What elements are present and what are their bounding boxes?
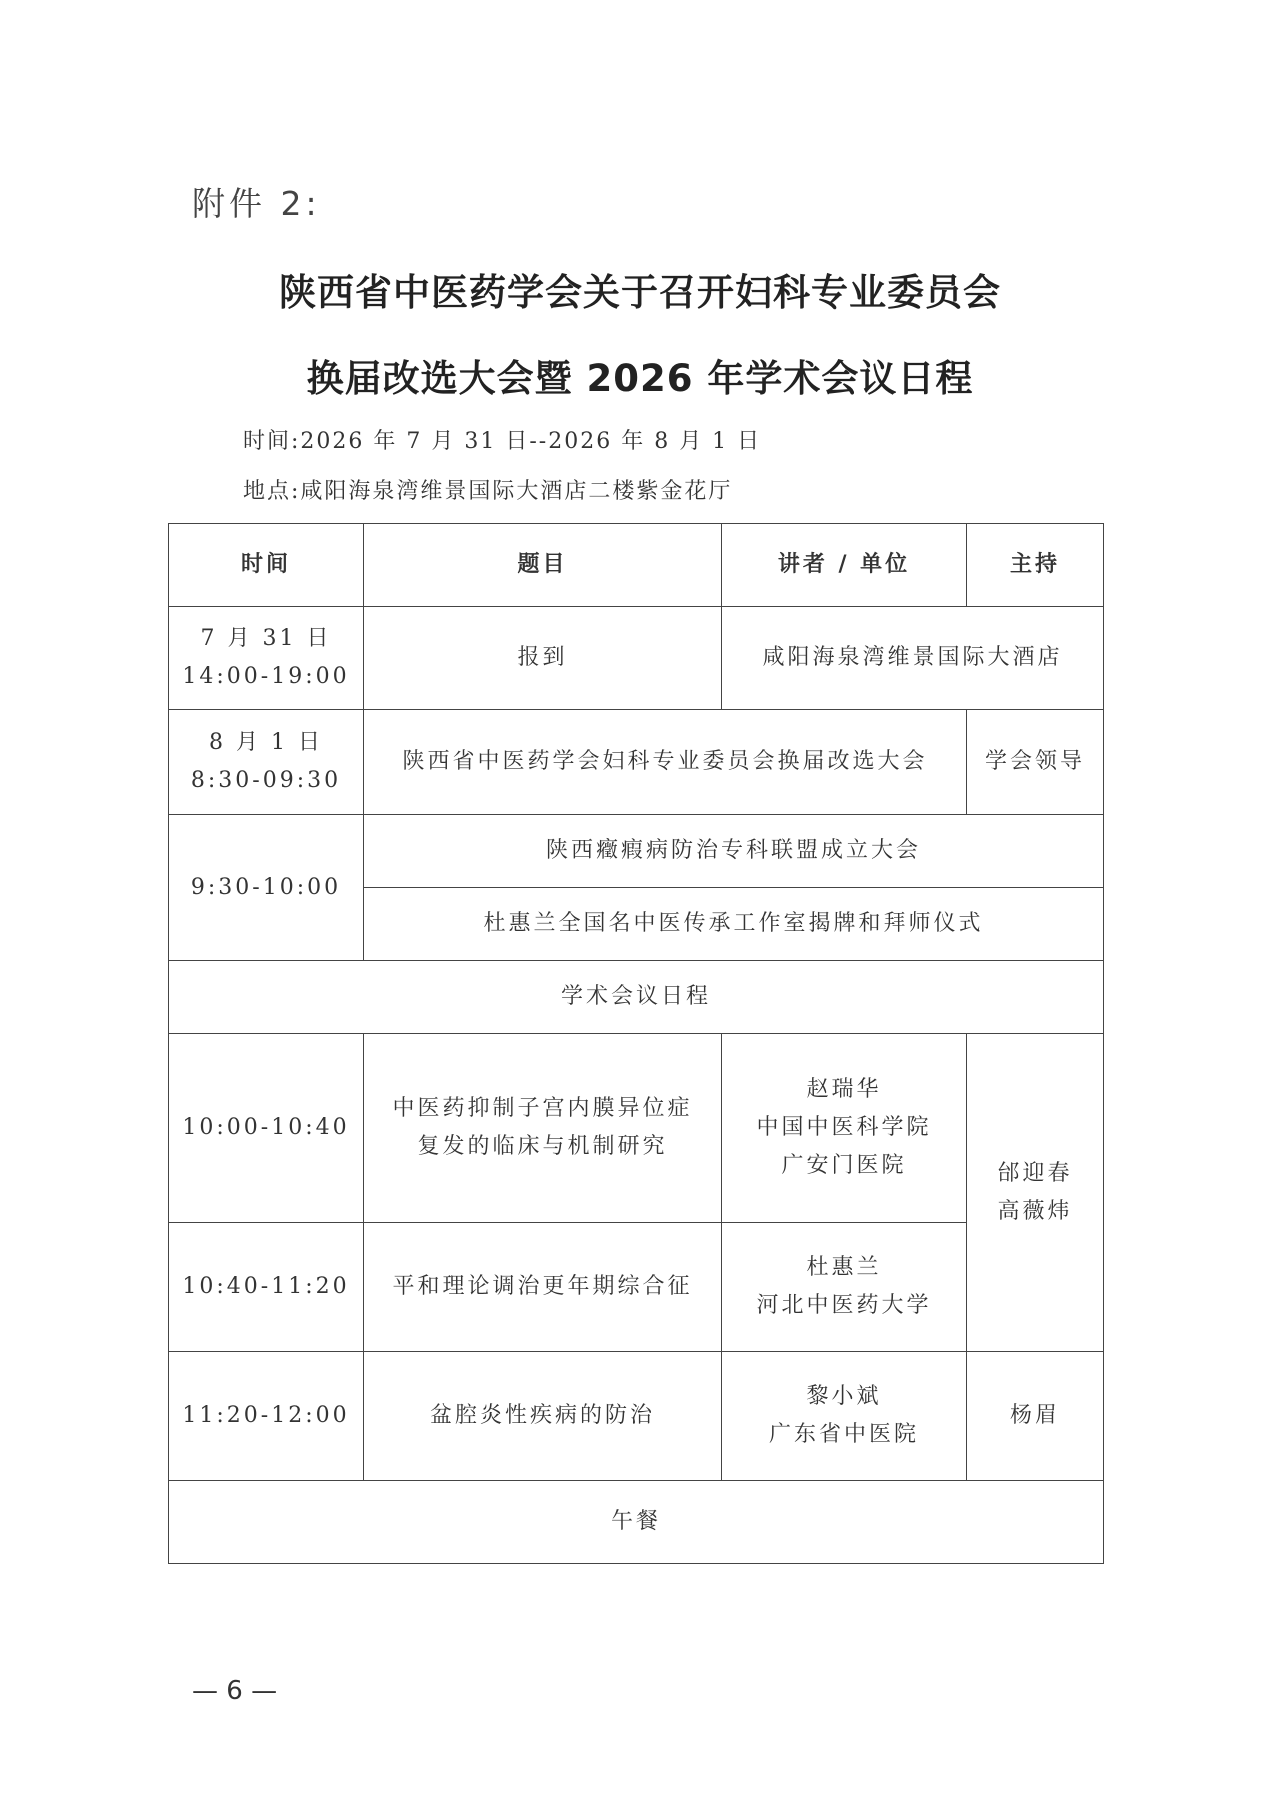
table-row (169, 607, 1104, 710)
table-row (169, 1223, 1104, 1352)
talk1-topic-line2: 复发的临床与机制研究 (417, 1134, 668, 1159)
checkin-time (169, 607, 364, 710)
talk3-host: 杨眉 (967, 1352, 1104, 1481)
talk3-unit: 广东省中医院 (768, 1422, 919, 1447)
checkin-topic: 报到 (364, 607, 722, 710)
ceremony-item2: 杜惠兰全国名中医传承工作室揭牌和拜师仪式 (364, 888, 1104, 961)
table-row (169, 1352, 1104, 1481)
talk3-speaker: 黎小斌 (806, 1384, 882, 1409)
header-topic: 题目 (364, 524, 722, 607)
table-row (169, 1481, 1104, 1564)
talk2-topic: 平和理论调治更年期综合征 (364, 1223, 722, 1352)
talk1-speaker: 赵瑞华 (806, 1077, 882, 1102)
talk1-topic (364, 1034, 722, 1223)
talk1-unit-line1: 中国中医科学院 (756, 1115, 932, 1140)
election-host: 学会领导 (967, 710, 1104, 815)
academic-heading: 学术会议日程 (169, 961, 1104, 1034)
talk2-speaker-cell (722, 1223, 967, 1352)
election-date: 8 月 1 日 (209, 730, 323, 755)
talk1-hours: 10:00-10:40 (169, 1034, 364, 1223)
talk1-speaker-cell (722, 1034, 967, 1223)
document-title-line1: 陕西省中医药学会关于召开妇科专业委员会 (279, 271, 1001, 314)
hosts-cell (967, 1034, 1104, 1352)
checkin-hours: 14:00-19:00 (182, 664, 350, 689)
header-speaker: 讲者 / 单位 (722, 524, 967, 607)
host-1: 邰迎春 (997, 1160, 1073, 1186)
header-host: 主持 (967, 524, 1104, 607)
talk2-hours: 10:40-11:20 (169, 1223, 364, 1352)
page-number: — 6 — (192, 1676, 278, 1706)
talk1-topic-line1: 中医药抑制子宫内膜异位症 (392, 1096, 693, 1121)
table-row (169, 1034, 1104, 1223)
table-header-row (169, 524, 1104, 607)
table-row (169, 710, 1104, 815)
host-2: 高薇炜 (997, 1198, 1073, 1224)
talk2-speaker: 杜惠兰 (806, 1255, 882, 1280)
document-title-line2: 换届改选大会暨 2026 年学术会议日程 (306, 357, 974, 400)
talk2-unit: 河北中医药大学 (756, 1293, 932, 1318)
checkin-date: 7 月 31 日 (200, 626, 332, 651)
table-row (169, 961, 1104, 1034)
table-row (169, 815, 1104, 888)
meeting-venue: 地点:咸阳海泉湾维景国际大酒店二楼紫金花厅 (243, 479, 733, 504)
talk3-speaker-cell (722, 1352, 967, 1481)
header-time: 时间 (169, 524, 364, 607)
election-time (169, 710, 364, 815)
talk3-hours: 11:20-12:00 (169, 1352, 364, 1481)
lunch: 午餐 (169, 1481, 1104, 1564)
talk1-unit-line2: 广安门医院 (781, 1153, 907, 1178)
attachment-label: 附件 2: (192, 184, 321, 223)
election-topic: 陕西省中医药学会妇科专业委员会换届改选大会 (364, 710, 967, 815)
talk3-topic: 盆腔炎性疾病的防治 (364, 1352, 722, 1481)
schedule-table (168, 523, 1104, 1564)
ceremony-hours: 9:30-10:00 (169, 815, 364, 961)
ceremony-item1: 陕西癥瘕病防治专科联盟成立大会 (364, 815, 1104, 888)
election-hours: 8:30-09:30 (190, 768, 342, 793)
meeting-time: 时间:2026 年 7 月 31 日--2026 年 8 月 1 日 (243, 429, 762, 454)
checkin-place: 咸阳海泉湾维景国际大酒店 (722, 607, 1104, 710)
